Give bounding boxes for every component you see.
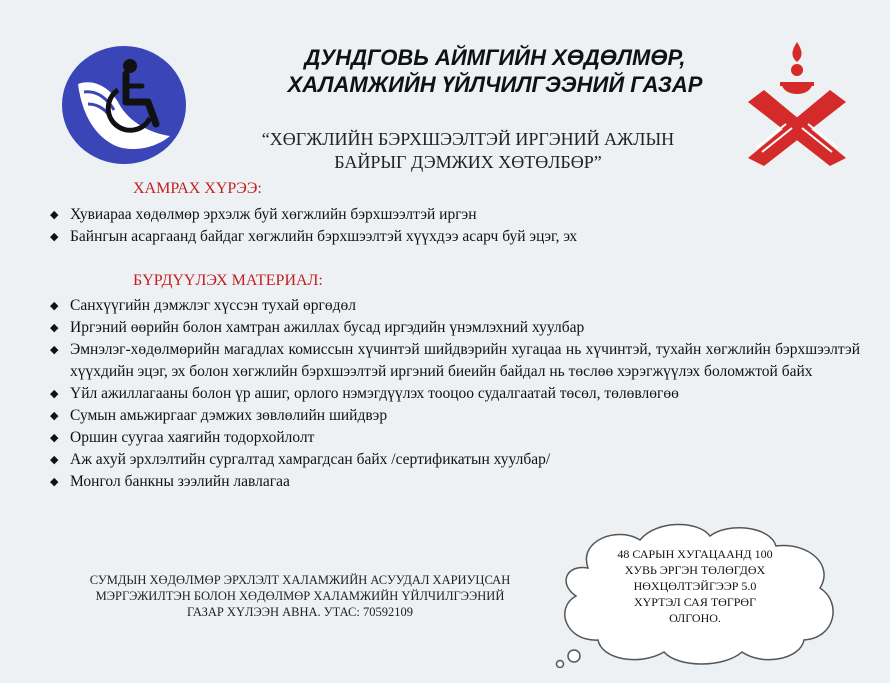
list-item-text: Монгол банкны зээлийн лавлагаа [70, 473, 290, 490]
cloud-line-1: 48 САРЫН ХУГАЦААНД 100 [617, 547, 773, 561]
list-item [48, 339, 860, 383]
list-item-text: Оршин суугаа хаягийн тодорхойлолт [70, 429, 315, 446]
coverage-list [48, 204, 860, 248]
org-title-line-1: ДУНДГОВЬ АЙМГИЙН ХӨДӨЛМӨР, [304, 45, 686, 70]
organization-title [215, 44, 775, 98]
diamond-bullet-icon: ◆ [50, 209, 59, 221]
cloud-line-5: ОЛГОНО. [669, 611, 721, 625]
list-item [48, 317, 860, 339]
list-item [48, 405, 860, 427]
diamond-bullet-icon: ◆ [50, 432, 59, 444]
list-item [48, 427, 860, 449]
list-item-text: Үйл ажиллагааны болон үр ашиг, орлого нэмэгдүүлэх тооцоо судалгаатай төсөл, төлөвлөгөө [70, 385, 679, 402]
diamond-bullet-icon: ◆ [50, 300, 59, 312]
diamond-bullet-icon: ◆ [50, 388, 59, 400]
list-item-text: Сумын амьжиргааг дэмжих зөвлөлийн шийдвэр [70, 407, 388, 424]
diamond-bullet-icon: ◆ [50, 322, 59, 334]
program-title-line-2: БАЙРЫГ ДЭМЖИХ ХӨТӨЛБӨР” [334, 152, 602, 172]
list-item-text: Эмнэлэг-хөдөлмөрийн магадлах комиссын хүчинтэй шийдвэрийн хугацаа нь хүчинтэй, тухайн хөгжлийн бэрхшээлтэй хүүхдийн эцэг, эх болон хөгжлийн бэрхшээлтэй иргэний биеийн байдал нь төслөө хэрэгжүүлэх боломжтой байх [70, 341, 860, 380]
footer-note-line-2: МЭРГЭЖИЛТЭН БОЛОН ХӨДӨЛМӨР ХАЛАМЖИЙН ҮЙЛЧИЛГЭЭНИЙ [95, 589, 505, 603]
diamond-bullet-icon: ◆ [50, 476, 59, 488]
list-item-text: Байнгын асаргаанд байдаг хөгжлийн бэрхшээлтэй хүүхдээ асарч буй эцэг, эх [70, 228, 578, 245]
list-item [48, 204, 860, 226]
cloud-line-3: НӨХЦӨЛТЭЙГЭЭР 5.0 [633, 579, 757, 593]
list-item [48, 471, 860, 493]
wheelchair-icon [60, 44, 188, 166]
diamond-bullet-icon: ◆ [50, 410, 59, 422]
cloud-callout-text [590, 546, 800, 626]
program-title-line-1: “ХӨГЖЛИЙН БЭРХШЭЭЛТЭЙ ИРГЭНИЙ АЖЛЫН [261, 129, 675, 149]
coverage-heading: ХАМРАХ ХҮРЭЭ: [133, 180, 262, 197]
org-title-line-2: ХАЛАМЖИЙН ҮЙЛЧИЛГЭЭНИЙ ГАЗАР [287, 72, 703, 97]
list-item-text: Санхүүгийн дэмжлэг хүссэн тухай өргөдөл [70, 297, 356, 314]
list-item [48, 383, 860, 405]
diamond-bullet-icon: ◆ [50, 344, 59, 356]
materials-list [48, 295, 860, 493]
footer-note [60, 572, 540, 620]
list-item [48, 295, 860, 317]
list-item [48, 226, 860, 248]
cloud-line-2: ХУВЬ ЭРГЭН ТӨЛӨГДӨХ [624, 563, 766, 577]
cloud-line-4: ХҮРТЭЛ САЯ ТӨГРӨГ [633, 595, 757, 609]
list-item [48, 449, 860, 471]
diamond-bullet-icon: ◆ [50, 454, 59, 466]
program-title [218, 128, 718, 174]
list-item-text: Иргэний өөрийн болон хамтран ажиллах бусад иргэдийн үнэмлэхний хуулбар [70, 319, 585, 336]
list-item-text: Аж ахуй эрхлэлтийн сургалтад хамрагдсан байх /сертификатын хуулбар/ [70, 451, 551, 468]
footer-note-line-3: ГАЗАР ХҮЛЭЭН АВНА. УТАС: 70592109 [186, 605, 413, 619]
list-item-text: Хувиараа хөдөлмөр эрхэлж буй хөгжлийн бэрхшээлтэй иргэн [70, 206, 477, 223]
footer-note-line-1: СУМДЫН ХӨДӨЛМӨР ЭРХЛЭЛТ ХАЛАМЖИЙН АСУУДАЛ ХАРИУЦСАН [89, 573, 511, 587]
materials-heading: БҮРДҮҮЛЭХ МАТЕРИАЛ: [133, 272, 323, 289]
diamond-bullet-icon: ◆ [50, 231, 59, 243]
